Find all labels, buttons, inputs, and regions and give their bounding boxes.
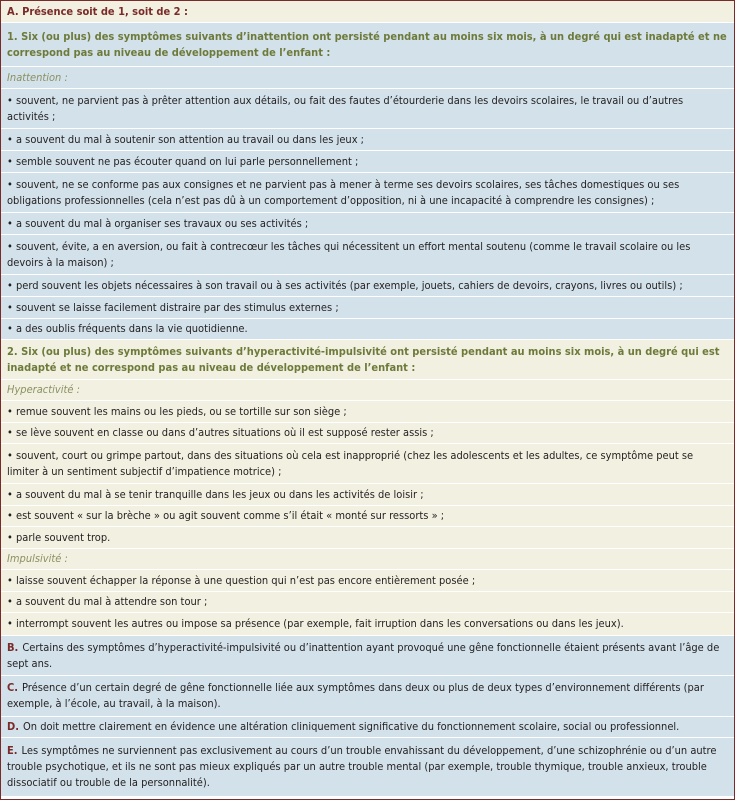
list-item: • parle souvent trop. (1, 527, 734, 549)
criterion-d (1, 717, 734, 738)
list-item: • souvent, ne se conforme pas aux consignes et ne parvient pas à mener à terme ses devoirs scolaires, ses tâches domestiques ou ses obligations professionnelles (cela n’est pas dû à un comportement d’opposition, ni à une incapacité à comprendre les consignes) ; (1, 173, 734, 213)
list-item: • souvent, évite, a en aversion, ou fait à contrecœur les tâches qui nécessitent un effort mental soutenu (comme le travail scolaire ou les devoirs à la maison) ; (1, 235, 734, 275)
criterion-letter: E. (7, 744, 18, 757)
criterion-text: Présence d’un certain degré de gêne fonctionnelle liée aux symptômes dans deux ou plus de deux types d’environnement différents (par exemple, à l’école, au travail, à la maison). (7, 681, 704, 710)
list-item: • laisse souvent échapper la réponse à une question qui n’est pas encore entièrement posée ; (1, 570, 734, 592)
group2-subheading-hyperactivity: Hyperactivité : (1, 380, 734, 401)
criterion-letter: B. (7, 640, 19, 654)
criterion-letter: C. (7, 681, 19, 694)
group2-subheading-impulsivity: Impulsivité : (1, 549, 734, 570)
list-item: • a souvent du mal à soutenir son attention au travail ou dans les jeux ; (1, 129, 734, 151)
criterion-letter: D. (7, 720, 19, 733)
list-item: • souvent, court ou grimpe partout, dans des situations où cela est inapproprié (chez les adolescents et les adultes, ce symptôme peut se limiter à un sentiment subjectif d’impatience motrice) ; (1, 444, 734, 484)
list-item: • a souvent du mal à organiser ses travaux ou ses activités ; (1, 213, 734, 235)
group1-subheading: Inattention : (1, 67, 734, 89)
list-item: • perd souvent les objets nécessaires à son travail ou à ses activités (par exemple, jouets, cahiers de devoirs, crayons, livres ou outils) ; (1, 275, 734, 297)
list-item: • souvent se laisse facilement distraire par des stimulus externes ; (1, 297, 734, 319)
section-a-header: A. Présence soit de 1, soit de 2 : (1, 1, 734, 23)
list-item: • souvent, ne parvient pas à prêter attention aux détails, ou fait des fautes d’étourderie dans les devoirs scolaires, le travail ou d’autres activités ; (1, 89, 734, 129)
criterion-text: Certains des symptômes d’hyperactivité-impulsivité ou d’inattention ayant provoqué une gêne fonctionnelle étaient présents avant l’âge de sept ans. (7, 640, 720, 670)
list-item: • a souvent du mal à se tenir tranquille dans les jeux ou dans les activités de loisir ; (1, 484, 734, 506)
criterion-e (1, 738, 734, 796)
group1-heading: 1. Six (ou plus) des symptômes suivants d’inattention ont persisté pendant au moins six mois, à un degré qui est inadapté et ne correspond pas au niveau de développement de l’enfant : (1, 23, 734, 67)
list-item: • a souvent du mal à attendre son tour ; (1, 592, 734, 613)
group2-heading: 2. Six (ou plus) des symptômes suivants d’hyperactivité-impulsivité ont persisté pendant au moins six mois, à un degré qui est inadapté et ne correspond pas au niveau de développement de l’enfant : (1, 340, 734, 380)
list-item: • se lève souvent en classe ou dans d’autres situations où il est supposé rester assis ; (1, 423, 734, 444)
criterion-text: On doit mettre clairement en évidence une altération cliniquement significative du fonctionnement scolaire, social ou professionnel. (22, 720, 680, 733)
criterion-c (1, 676, 734, 717)
list-item: • remue souvent les mains ou les pieds, ou se tortille sur son siège ; (1, 401, 734, 423)
criterion-b (1, 636, 734, 676)
list-item: • interrompt souvent les autres ou impose sa présence (par exemple, fait irruption dans les conversations ou dans les jeux). (1, 613, 734, 636)
list-item: • semble souvent ne pas écouter quand on lui parle personnellement ; (1, 151, 734, 173)
criterion-text: Les symptômes ne surviennent pas exclusivement au cours d’un trouble envahissant du développement, d’une schizophrénie ou d’un autre trouble psychotique, et ils ne sont pas mieux expliqués par un autre trouble mental (par exemple, trouble thymique, trouble anxieux, trouble dissociatif ou trouble de la personnalité). (7, 744, 717, 789)
list-item: • a des oublis fréquents dans la vie quotidienne. (1, 319, 734, 340)
list-item: • est souvent « sur la brèche » ou agit souvent comme s’il était « monté sur ressorts » ; (1, 506, 734, 527)
